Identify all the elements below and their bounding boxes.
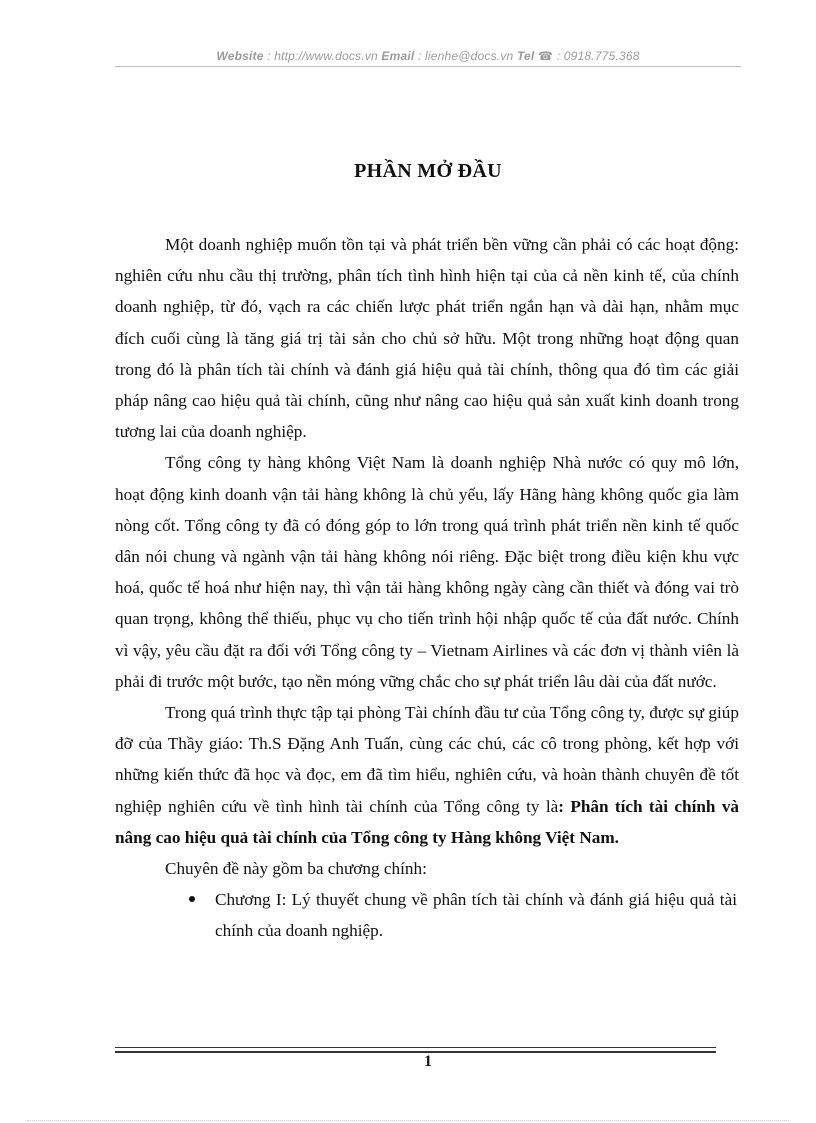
chapter-list bbox=[115, 884, 739, 946]
header-divider bbox=[115, 66, 741, 67]
page-title: PHẦN MỞ ĐẦU bbox=[354, 160, 502, 182]
tel-label: Tel bbox=[516, 49, 535, 63]
paragraph-3-text: Trong quá trình thực tập tại phòng Tài chính đầu tư của Tổng công ty, được sự giúp đỡ của Thầy giáo: Th.S Đặng Anh Tuấn, cùng các chú, các cô trong phòng, kết hợp với những kiến thức đã học và đọc, em đã tìm hiểu, nghiên cứu, và hoàn thành chuyên đề tốt nghiệp nghiên cứu về tình hình tài chính của Tổng công ty là bbox=[115, 703, 739, 816]
page-edge-divider bbox=[27, 1120, 789, 1121]
bullet-icon bbox=[189, 896, 195, 902]
email-label: Email bbox=[381, 49, 415, 63]
website-label: Website bbox=[216, 49, 264, 63]
list-item bbox=[115, 884, 739, 946]
tel-value: : 0918.775.368 bbox=[556, 49, 640, 63]
page-number: 1 bbox=[424, 1053, 432, 1070]
page-header bbox=[115, 49, 741, 63]
paragraph-2: Tổng công ty hàng không Việt Nam là doanh nghiệp Nhà nước có quy mô lớn, hoạt động kinh doanh vận tải hàng không là chủ yếu, lấy Hãng hàng không quốc gia làm nòng cốt. Tổng công ty đã có đóng góp to lớn trong quá trình phát triển nền kinh tế quốc dân nói chung và ngành vận tải hàng không nói riêng. Đặc biệt trong điều kiện khu vực hoá, quốc tế hoá như hiện nay, thì vận tải hàng không ngày càng cần thiết và đóng vai trò quan trọng, không thể thiếu, phục vụ cho tiến trình hội nhập quốc tế của đất nước. Chính vì vậy, yêu cầu đặt ra đối với Tổng công ty – Vietnam Airlines và các đơn vị thành viên là phải đi trước một bước, tạo nền móng vững chắc cho sự phát triển lâu dài của đất nước. bbox=[115, 453, 739, 691]
paragraph-1: Một doanh nghiệp muốn tồn tại và phát triển bền vững cần phải có các hoạt động: nghiên cứu nhu cầu thị trường, phân tích tình hình hiện tại của cả nền kinh tế, của chính doanh nghiệp, từ đó, vạch ra các chiến lược phát triển ngắn hạn và dài hạn, nhằm mục đích cuối cùng là tăng giá trị tài sản cho chủ sở hữu. Một trong những hoạt động quan trong đó là phân tích tài chính và đánh giá hiệu quả tài chính, thông qua đó tìm các giải pháp nâng cao hiệu quả tài chính, cũng như nâng cao hiệu quả sản xuất kinh doanh trong tương lai của doanh nghiệp. bbox=[115, 235, 739, 442]
thesis-title: : Phân tích tài chính và nâng cao hiệu quả tài chính của Tổng công ty Hàng không Việt Nam. bbox=[115, 796, 740, 847]
document-body bbox=[115, 229, 739, 947]
website-value[interactable]: : http://www.docs.vn bbox=[267, 49, 378, 63]
phone-icon: ☎ bbox=[538, 49, 554, 63]
chapter-1-text: Chương I: Lý thuyết chung về phân tích tài chính và đánh giá hiệu quả tài chính của doanh nghiệp. bbox=[215, 890, 737, 941]
footer-divider-thin bbox=[115, 1047, 716, 1048]
chapters-intro: Chuyên đề này gồm ba chương chính: bbox=[165, 859, 427, 879]
email-value[interactable]: : lienhe@docs.vn bbox=[417, 49, 514, 63]
paragraph-3 bbox=[115, 697, 739, 853]
